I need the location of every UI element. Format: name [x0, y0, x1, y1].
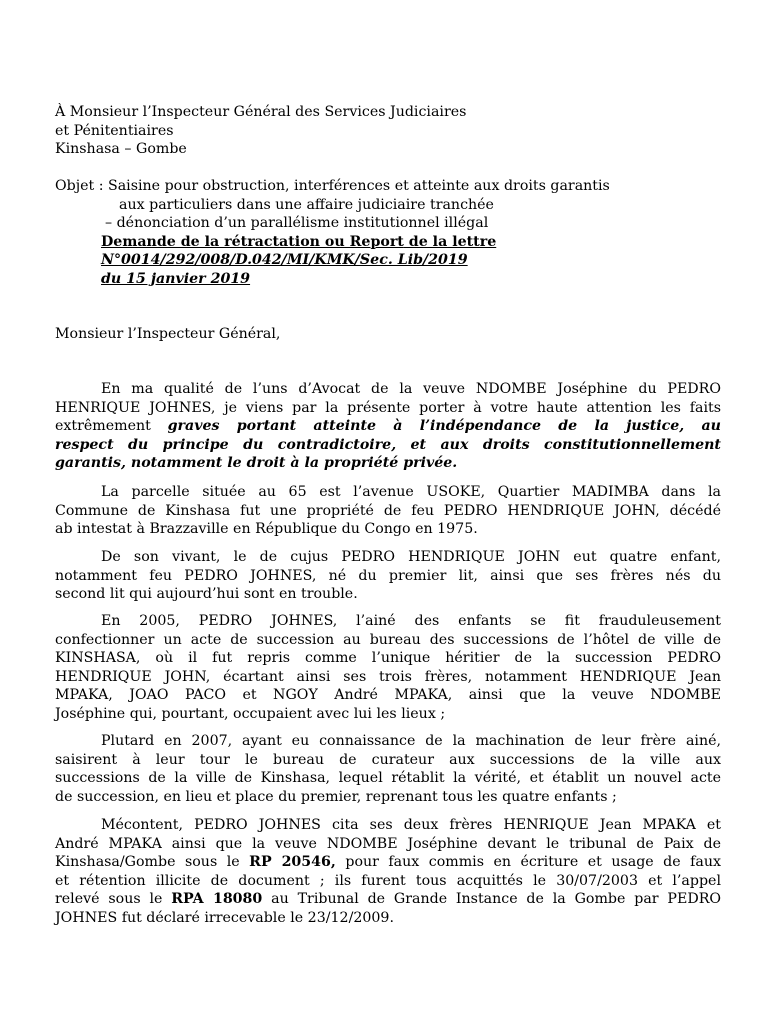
text-line: De son vivant, le de cujus PEDRO HENDRIQUE JOHN eut quatre enfant, [101, 549, 721, 565]
subject-line: – dénonciation d’un parallélisme institutionnel illégal [105, 215, 489, 231]
text-run: relevé sous le [55, 891, 172, 907]
text-line: André MPAKA ainsi que la veuve NDOMBE Joséphine devant le tribunal de Paix de [55, 835, 721, 852]
paragraph-2 [55, 483, 721, 539]
paragraph-1 [55, 380, 721, 473]
demand-heading-tail: de la lettre [403, 233, 497, 250]
case-number: RP 20546, [249, 854, 336, 870]
text-line: HENDRIQUE JOHN, écartant ainsi ses trois frères, notamment HENDRIQUE Jean [55, 668, 721, 685]
demand-date: du 15 janvier 2019 [101, 270, 251, 287]
subject-line: aux particuliers dans une affaire judiciaire tranchée [119, 196, 494, 213]
demand-line [55, 233, 721, 252]
text-line: Joséphine qui, pourtant, occupaient avec lui les lieux ; [55, 705, 446, 722]
recipient-line: À Monsieur l’Inspecteur Général des Services Judiciaires [55, 104, 467, 120]
emphasis-text: graves portant atteinte à l’indépendance de la justice, au [167, 418, 721, 434]
text-run: extrêmement [55, 418, 168, 434]
text-line: Mécontent, PEDRO JOHNES cita ses deux frères HENRIQUE Jean MPAKA et [101, 817, 721, 833]
text-line: La parcelle située au 65 est l’avenue USOKE, Quartier MADIMBA dans la [101, 484, 721, 500]
salutation-text: Monsieur l’Inspecteur Général, [55, 326, 281, 342]
paragraph-6 [55, 816, 721, 927]
text-line: En 2005, PEDRO JOHNES, l’ainé des enfants se fit frauduleusement [101, 613, 721, 629]
recipient-line: Kinshasa – Gombe [55, 141, 187, 157]
recipient-address [55, 103, 721, 159]
emphasis-line: respect du principe du contradictoire, et aux droits constitutionnellement [55, 436, 721, 453]
text-run: Kinshasa/Gombe sous le [55, 854, 250, 870]
text-run: pour faux commis en écriture et usage de faux [335, 854, 722, 870]
text-line: KINSHASA, où il fut repris comme l’unique héritier de la succession PEDRO [55, 650, 721, 666]
text-line: notamment feu PEDRO JOHNES, né du premier lit, ainsi que ses frères nés du [55, 567, 721, 584]
text-line [55, 417, 721, 436]
text-line: En ma qualité de l’uns d’Avocat de la veuve NDOMBE Joséphine du PEDRO [101, 381, 721, 397]
text-line: successions de la ville de Kinshasa, lequel rétablit la vérité, et établit un nouvel acte [55, 770, 721, 786]
text-line [55, 853, 721, 872]
text-line: de succession, en lieu et place du premier, reprenant tous les quatre enfants ; [55, 788, 617, 805]
text-run: au Tribunal de Grande Instance de la Gombe par PEDRO [262, 891, 722, 907]
salutation [55, 325, 721, 344]
text-line [55, 890, 721, 909]
text-line: Plutard en 2007, ayant eu connaissance de la machination de leur frère ainé, [101, 733, 721, 749]
paragraph-5 [55, 732, 721, 806]
text-line: JOHNES fut déclaré irrecevable le 23/12/2009. [55, 909, 394, 926]
text-line: saisirent à leur tour le bureau de curateur aux successions de la ville aux [55, 751, 721, 768]
text-line: HENRIQUE JOHNES, je viens par la présente porter à votre haute attention les faits [55, 399, 721, 416]
emphasis-line: garantis, notamment le droit à la propriété privée. [55, 455, 458, 471]
recipient-line: et Pénitentiaires [55, 122, 174, 139]
text-line: ab intestat à Brazzaville en République du Congo en 1975. [55, 521, 478, 537]
demand-heading: Demande de la rétractation ou Report [101, 233, 404, 250]
subject-block [55, 177, 721, 288]
case-number: RPA 18080 [171, 891, 263, 907]
text-line: et rétention illicite de document ; ils furent tous acquittés le 30/07/2003 et l’appel [55, 872, 721, 889]
text-line: Commune de Kinshasa fut une propriété de feu PEDRO HENDRIQUE JOHN, décédé [55, 502, 721, 519]
subject-line: Objet : Saisine pour obstruction, interférences et atteinte aux droits garantis [55, 178, 610, 194]
text-line: MPAKA, JOAO PACO et NGOY André MPAKA, ainsi que la veuve NDOMBE [55, 687, 721, 703]
paragraph-4 [55, 612, 721, 723]
demand-reference: N°0014/292/008/D.042/MI/KMK/Sec. Lib/2019 [101, 252, 468, 268]
text-line: confectionner un acte de succession au bureau des successions de l’hôtel de ville de [55, 631, 721, 648]
text-line: second lit qui aujourd’hui sont en trouble. [55, 586, 358, 602]
paragraph-3 [55, 548, 721, 604]
